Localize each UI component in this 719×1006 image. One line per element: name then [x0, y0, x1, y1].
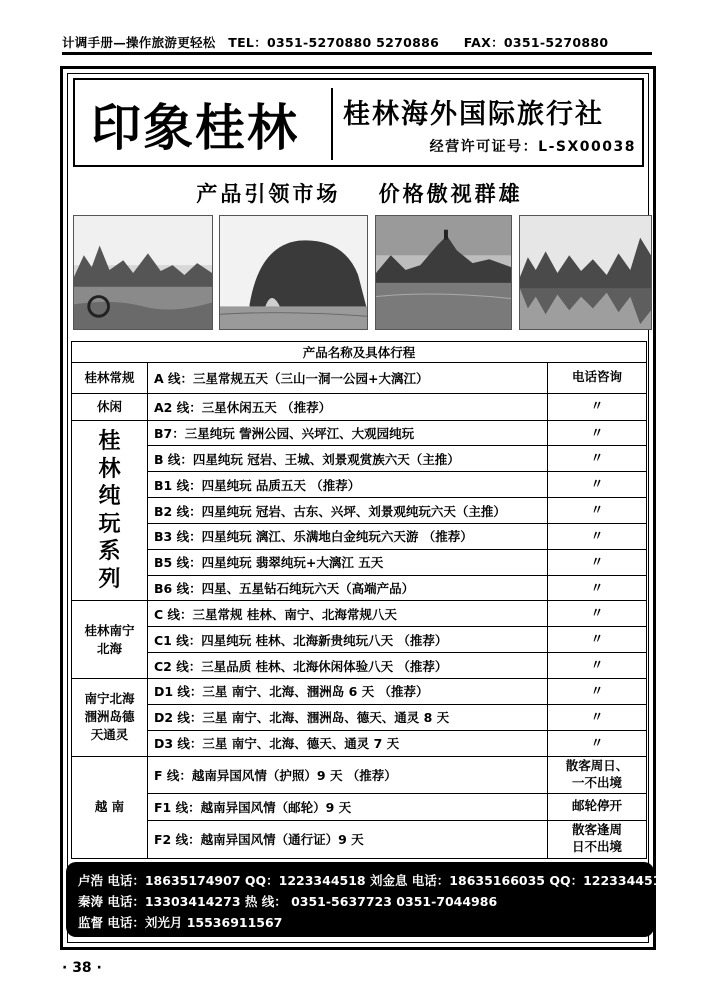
- agency-name: 桂林海外国际旅行社: [343, 99, 604, 130]
- advert-header: [73, 78, 644, 167]
- table-row: [72, 730, 647, 756]
- ditto-mark: 〃: [548, 420, 647, 446]
- itinerary-c1: C1 线：四星纯玩 桂林、北海新贵纯玩八天 （推荐）: [148, 627, 548, 653]
- telephone-numbers: TEL：0351-5270880 5270886: [228, 35, 440, 50]
- table-row: [72, 704, 647, 730]
- table-row: [72, 446, 647, 472]
- slogan-right: 价格傲视群雄: [378, 182, 523, 206]
- ditto-mark: 〃: [548, 575, 647, 601]
- itinerary-b2: B2 线：四星纯玩 冠岩、古东、兴坪、刘景观纯玩六天（主推）: [148, 498, 548, 524]
- phone-note-f-text: 散客周日、一不出境: [565, 757, 629, 790]
- itinerary-c: C 线：三星常规 桂林、南宁、北海常规八天: [148, 601, 548, 627]
- itinerary-table: [71, 341, 647, 859]
- table-row: [72, 820, 647, 858]
- ditto-mark: 〃: [548, 601, 647, 627]
- license-number: 经营许可证号：L-SX00038: [429, 139, 636, 155]
- ditto-mark: 〃: [548, 730, 647, 756]
- page-number: · 38 ·: [62, 960, 102, 976]
- photo-karst-river: [73, 215, 213, 330]
- itinerary-d1: D1 线：三星 南宁、北海、涠洲岛 6 天 （推荐）: [148, 679, 548, 705]
- category-leisure: 休闲: [72, 393, 148, 420]
- itinerary-b1: B1 线：四星纯玩 品质五天 （推荐）: [148, 472, 548, 498]
- category-nanning-beihai-weizhou-label: 南宁北海涠洲岛德天通灵: [84, 691, 135, 743]
- table-row: [72, 362, 647, 393]
- top-header-bar: [62, 33, 652, 55]
- itinerary-f: F 线：越南异国风情（护照）9 天 （推荐）: [148, 756, 548, 793]
- contact-line-2: 秦涛 电话：13303414273 热 线： 0351-5637723 0351-7044986: [78, 894, 498, 909]
- brand-title: 印象桂林: [91, 98, 299, 157]
- category-guilin-pure-label: 桂林纯玩系列: [98, 428, 121, 592]
- contact-panel: [66, 862, 671, 937]
- table-row: [72, 420, 647, 446]
- itinerary-b3: B3 线：四星纯玩 漓江、乐满地白金纯玩六天游 （推荐）: [148, 523, 548, 549]
- ditto-mark: 〃: [548, 704, 647, 730]
- ditto-mark: 〃: [548, 627, 647, 653]
- itinerary-b: B 线：四星纯玩 冠岩、王城、刘景观赏族六天（主推）: [148, 446, 548, 472]
- handbook-slogan: 计调手册—操作旅游更轻松: [62, 35, 216, 50]
- itinerary-b7: B7：三星纯玩 訾洲公园、兴坪江、大观园纯玩: [148, 420, 548, 446]
- itinerary-a2: A2 线：三星休闲五天 （推荐）: [148, 393, 548, 420]
- contact-line-3: 监督 电话：刘光月 15536911567: [78, 915, 283, 930]
- contact-line-1: 卢浩 电话：18635174907 QQ：1223344518 刘金息 电话：18635166035 QQ：1223344519: [78, 873, 671, 888]
- ditto-mark: 〃: [548, 549, 647, 575]
- table-row: [72, 653, 647, 679]
- phone-note-f2: [548, 820, 647, 858]
- table-header-row: [72, 342, 647, 363]
- ditto-mark: 〃: [548, 523, 647, 549]
- category-guilin-pure: [72, 420, 148, 601]
- ditto-mark: 〃: [548, 446, 647, 472]
- category-guilin-regular: 桂林常规: [72, 362, 148, 393]
- fax-number: FAX：0351-5270880: [463, 35, 609, 50]
- table-row: [72, 601, 647, 627]
- table-row: [72, 575, 647, 601]
- phone-note-f: [548, 756, 647, 793]
- photo-elephant-hill: [219, 215, 368, 330]
- itinerary-a: A 线：三星常规五天（三山一洞一公园+大漓江）: [148, 362, 548, 393]
- table-row: [72, 793, 647, 820]
- ditto-mark: 〃: [548, 679, 647, 705]
- category-guilin-nanning-beihai: [72, 601, 148, 679]
- table-row: [72, 549, 647, 575]
- slogan: [0, 178, 719, 208]
- itinerary-b5: B5 线：四星纯玩 翡翠纯玩+大漓江 五天: [148, 549, 548, 575]
- phone-note-f2-text: 散客逢周日不出境: [572, 822, 623, 855]
- phone-consult: 电话咨询: [548, 362, 647, 393]
- itinerary-f2: F2 线：越南异国风情（通行证）9 天: [148, 820, 548, 858]
- table-row: [72, 498, 647, 524]
- slogan-left: 产品引领市场: [196, 182, 341, 206]
- category-guilin-nanning-beihai-label: 桂林南宁北海: [84, 622, 135, 656]
- category-nanning-beihai-weizhou: [72, 679, 148, 757]
- itinerary-c2: C2 线：三星品质 桂林、北海休闲体验八天 （推荐）: [148, 653, 548, 679]
- itinerary-d2: D2 线：三星 南宁、北海、涠洲岛、德天、通灵 8 天: [148, 704, 548, 730]
- itinerary-f1: F1 线：越南异国风情（邮轮）9 天: [148, 793, 548, 820]
- table-row: [72, 756, 647, 793]
- photo-pagoda-hill: [375, 215, 512, 330]
- ditto-mark: 〃: [548, 653, 647, 679]
- phone-note-f1: 邮轮停开: [548, 793, 647, 820]
- table-row: [72, 472, 647, 498]
- table-row: [72, 523, 647, 549]
- ditto-mark: 〃: [548, 393, 647, 420]
- table-title: 产品名称及具体行程: [72, 342, 647, 363]
- table-row: [72, 679, 647, 705]
- header-divider: [331, 88, 333, 160]
- table-row: [72, 627, 647, 653]
- category-vietnam: 越 南: [72, 756, 148, 858]
- photo-li-river: [519, 215, 652, 330]
- ditto-mark: 〃: [548, 498, 647, 524]
- table-row: [72, 393, 647, 420]
- itinerary-b6: B6 线：四星、五星钻石纯玩六天（高端产品）: [148, 575, 548, 601]
- itinerary-d3: D3 线：三星 南宁、北海、德天、通灵 7 天: [148, 730, 548, 756]
- ditto-mark: 〃: [548, 472, 647, 498]
